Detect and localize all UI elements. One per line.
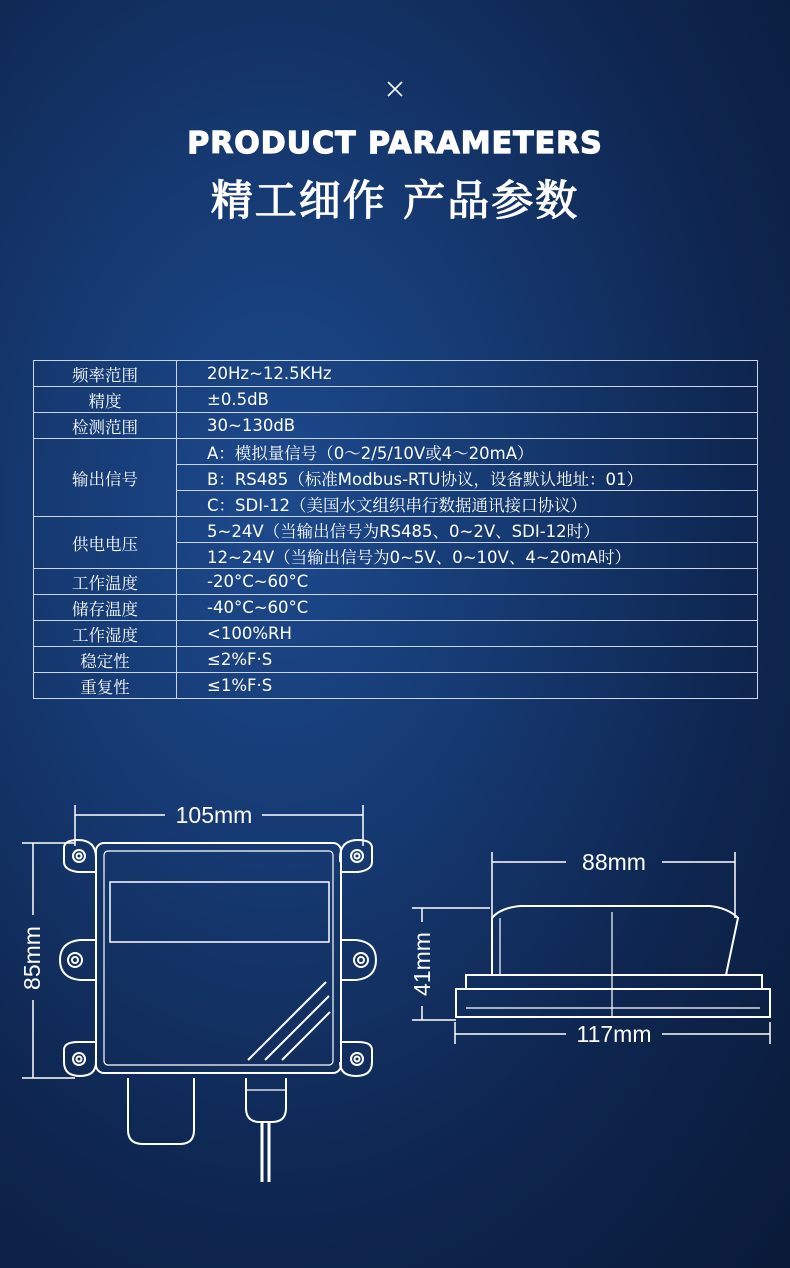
page-title-cn: 精工细作 产品参数 [210, 176, 580, 225]
param-value: A：模拟量信号（0～2/5/10V或4～20mA） [177, 439, 758, 465]
page-title-en: PRODUCT PARAMETERS [187, 126, 603, 161]
table-row [34, 647, 758, 673]
close-icon [384, 78, 406, 100]
param-label: 精度 [34, 387, 177, 413]
param-value: -40°C~60°C [177, 595, 758, 621]
param-label: 供电电压 [34, 517, 177, 569]
table-row [34, 413, 758, 439]
parameters-table [33, 360, 758, 699]
param-label: 检测范围 [34, 413, 177, 439]
table-row [34, 361, 758, 387]
param-label: 稳定性 [34, 647, 177, 673]
table-row [34, 621, 758, 647]
side-top-width-label: 88mm [582, 849, 646, 875]
front-view-drawing [22, 805, 376, 1182]
param-value: 20Hz~12.5KHz [177, 361, 758, 387]
param-label: 工作湿度 [34, 621, 177, 647]
param-label: 输出信号 [34, 439, 177, 517]
table-row [34, 517, 758, 543]
param-value: 30~130dB [177, 413, 758, 439]
side-view-drawing [412, 852, 770, 1044]
table-row [34, 387, 758, 413]
table-row [34, 569, 758, 595]
param-value: 12~24V（当输出信号为0~5V、0~10V、4~20mA时） [177, 543, 758, 569]
side-height-label: 41mm [409, 932, 435, 996]
table-row [34, 673, 758, 699]
param-value: C：SDI-12（美国水文组织串行数据通讯接口协议） [177, 491, 758, 517]
param-value: <100%RH [177, 621, 758, 647]
table-row [34, 439, 758, 465]
param-label: 工作温度 [34, 569, 177, 595]
param-value: B：RS485（标准Modbus-RTU协议，设备默认地址：01） [177, 465, 758, 491]
table-row [34, 595, 758, 621]
param-value: -20°C~60°C [177, 569, 758, 595]
param-value: ≤2%F·S [177, 647, 758, 673]
front-width-label: 105mm [175, 802, 253, 828]
dimension-drawing [0, 790, 790, 1190]
side-base-width-label: 117mm [576, 1021, 652, 1047]
param-label: 频率范围 [34, 361, 177, 387]
param-value: ±0.5dB [177, 387, 758, 413]
front-height-label: 85mm [19, 926, 45, 990]
param-value: ≤1%F·S [177, 673, 758, 699]
param-value: 5~24V（当输出信号为RS485、0~2V、SDI-12时） [177, 517, 758, 543]
param-label: 重复性 [34, 673, 177, 699]
param-label: 储存温度 [34, 595, 177, 621]
